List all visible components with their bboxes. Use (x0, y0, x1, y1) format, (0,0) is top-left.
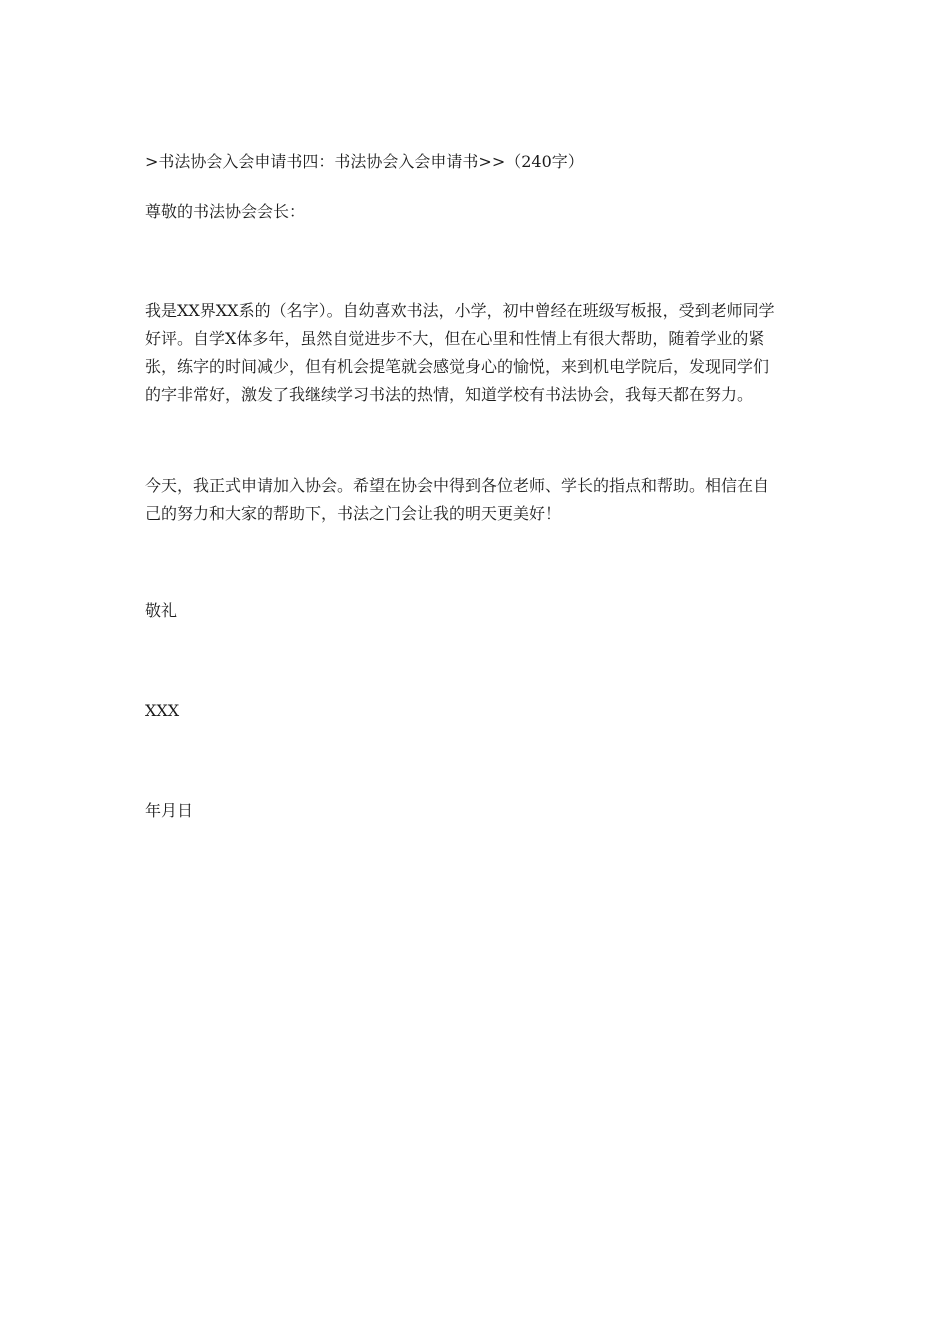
salutation: 尊敬的书法协会会长： (145, 202, 306, 221)
document-heading: >书法协会入会申请书四：书法协会入会申请书>>（240字） (145, 152, 584, 171)
paragraph-line: 的字非常好，激发了我继续学习书法的热情，知道学校有书法协会，我每天都在努力。 (145, 385, 754, 404)
paragraph-line: 我是XX界XX系的（名字）。自幼喜欢书法，小学，初中曾经在班级写板报，受到老师同学 (145, 301, 775, 320)
closing-greeting: 敬礼 (145, 601, 178, 620)
body-paragraph-1 (145, 297, 810, 409)
paragraph-line: 今天，我正式申请加入协会。希望在协会中得到各位老师、学长的指点和帮助。相信在自 (145, 476, 770, 495)
signature: XXX (145, 701, 180, 720)
date-line: 年月日 (145, 801, 194, 820)
paragraph-line: 张，练字的时间减少，但有机会提笔就会感觉身心的愉悦，来到机电学院后，发现同学们 (145, 357, 770, 376)
paragraph-line: 好评。自学X体多年，虽然自觉进步不大，但在心里和性情上有很大帮助，随着学业的紧 (145, 329, 765, 348)
body-paragraph-2 (145, 472, 810, 528)
paragraph-line: 己的努力和大家的帮助下，书法之门会让我的明天更美好！ (145, 504, 562, 523)
